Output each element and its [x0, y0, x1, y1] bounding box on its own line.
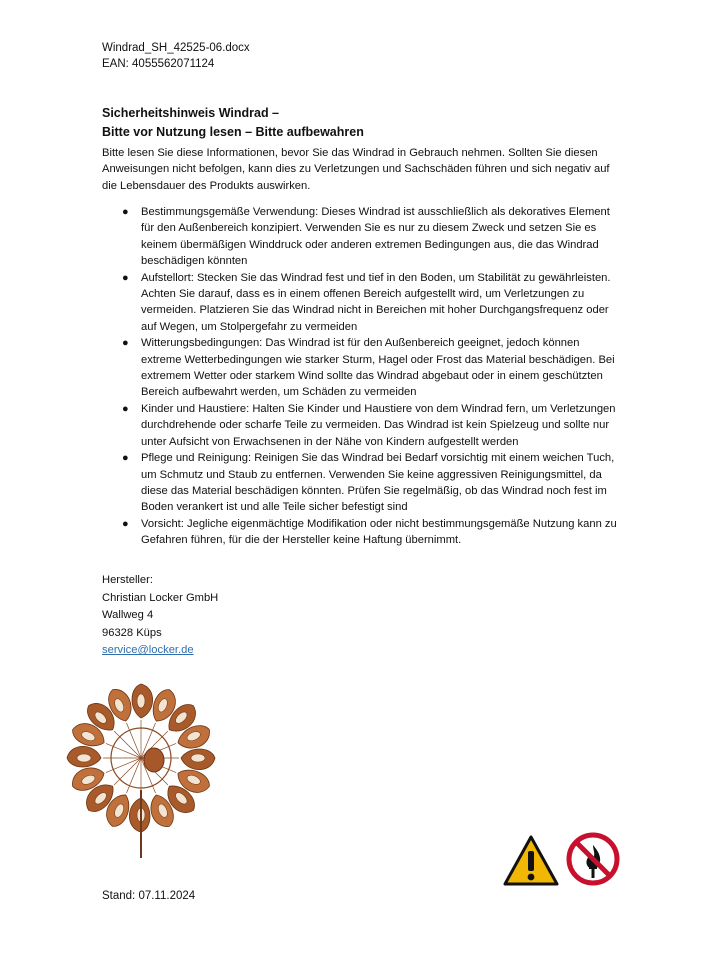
bullet-intended-use — [102, 204, 622, 270]
manufacturer-company: Christian Locker GmbH — [102, 591, 219, 604]
no-open-flame-icon — [566, 832, 620, 886]
bullet-text: Aufstellort: Stecken Sie das Windrad fest und tief in den Boden, um Stabilität zu gewährleisten. Achten Sie darauf, dass es in einem offenen Bereich aufgestellt wird, um Verletzungen zu vermeiden. Platzieren Sie das Windrad nicht in Bereichen mit hoher Durchgangsfrequenz oder auf Wegen, um Stolpergefahr zu vermeiden — [141, 271, 611, 333]
bullet-dot: ● — [122, 402, 129, 415]
bullet-care — [102, 450, 622, 516]
heading-line-1: Sicherheitshinweis Windrad – — [102, 106, 280, 120]
bullet-text: Bestimmungsgemäße Verwendung: Dieses Windrad ist ausschließlich als dekoratives Element für den Außenbereich konzipiert. Verwenden Sie es nur zu diesem Zweck und setzen Sie es keinem übermäßigen Winddruck oder anderen extremen Bedingungen aus, die das Windrad beschädigen könnten — [141, 206, 610, 268]
bullet-caution — [102, 516, 622, 549]
pinwheel-hub — [144, 748, 164, 772]
pinwheel-product-image — [62, 680, 220, 860]
bullet-text: Pflege und Reinigung: Reinigen Sie das Windrad bei Bedarf vorsichtig mit einem weichen Tuch, um Schmutz und Staub zu entfernen. Verwenden Sie keine aggressiven Reinigungsmittel, da diese das Material beschädigen könnten. Prüfen Sie regelmäßig, ob das Windrad noch fest im Boden verankert ist und alle Teile sicher befestigt sind — [141, 452, 615, 514]
ean-number: EAN: 4055562071124 — [102, 58, 215, 70]
warning-triangle-icon — [502, 834, 560, 888]
pinwheel-petal — [67, 746, 101, 767]
bullet-dot: ● — [122, 517, 129, 530]
bullet-text: Vorsicht: Jegliche eigenmächtige Modifikation oder nicht bestimmungsgemäße Nutzung kann zu Gefahren führen, für die der Hersteller keine Haftung übernimmt. — [141, 517, 617, 547]
pinwheel-petal — [129, 798, 150, 832]
bullet-dot: ● — [122, 206, 129, 218]
bullet-children-pets — [102, 401, 622, 450]
bullet-dot: ● — [122, 271, 129, 284]
bullet-weather — [102, 335, 622, 401]
manufacturer-label: Hersteller: — [102, 574, 153, 586]
pinwheel-spoke — [114, 731, 141, 758]
safety-bullet-list — [102, 204, 622, 549]
document-date: Stand: 07.11.2024 — [102, 890, 196, 902]
bullet-location — [102, 270, 622, 336]
document-heading — [102, 104, 364, 142]
bullet-dot: ● — [122, 337, 129, 350]
bullet-text: Kinder und Haustiere: Halten Sie Kinder und Haustiere von dem Windrad fern, um Verletzungen durchdrehende oder scharfe Teile zu vermeiden. Das Windrad ist kein Spielzeug und sollte nur unter Aufsicht von Erwachsenen in der Nähe von Kindern aufgestellt werden — [141, 402, 616, 448]
manufacturer-city: 96328 Küps — [102, 626, 162, 639]
heading-line-2: Bitte vor Nutzung lesen – Bitte aufbewahren — [102, 125, 364, 139]
manufacturer-street: Wallweg 4 — [102, 609, 154, 622]
intro-paragraph: Bitte lesen Sie diese Informationen, bevor Sie das Windrad in Gebrauch nehmen. Sollten Sie diesen Anweisungen nicht befolgen, kann dies zu Verletzungen und Sachschäden führen und sich negativ auf die Lebensdauer des Produkts auswirken. — [102, 147, 610, 192]
bullet-dot: ● — [122, 452, 129, 465]
pinwheel-petal — [132, 684, 153, 718]
bullet-text: Witterungsbedingungen: Das Windrad ist für den Außenbereich geeignet, jedoch können extreme Wetterbedingungen wie starker Sturm, Hagel oder Frost das Material beschädigen. Bei extremem Wetter oder starkem Wind sollte das Windrad abgebaut oder in einem geschützten Bereich aufbewahrt werden, um Schäden zu vermeiden — [141, 337, 615, 399]
document-meta — [102, 40, 250, 72]
pinwheel-petal — [181, 749, 215, 770]
pinwheel-spoke — [114, 758, 141, 785]
filename: Windrad_SH_42525-06.docx — [102, 42, 250, 54]
pinwheel-spokes — [103, 720, 179, 796]
manufacturer-email-link[interactable]: service@locker.de — [102, 644, 194, 657]
manufacturer-block — [102, 572, 218, 660]
